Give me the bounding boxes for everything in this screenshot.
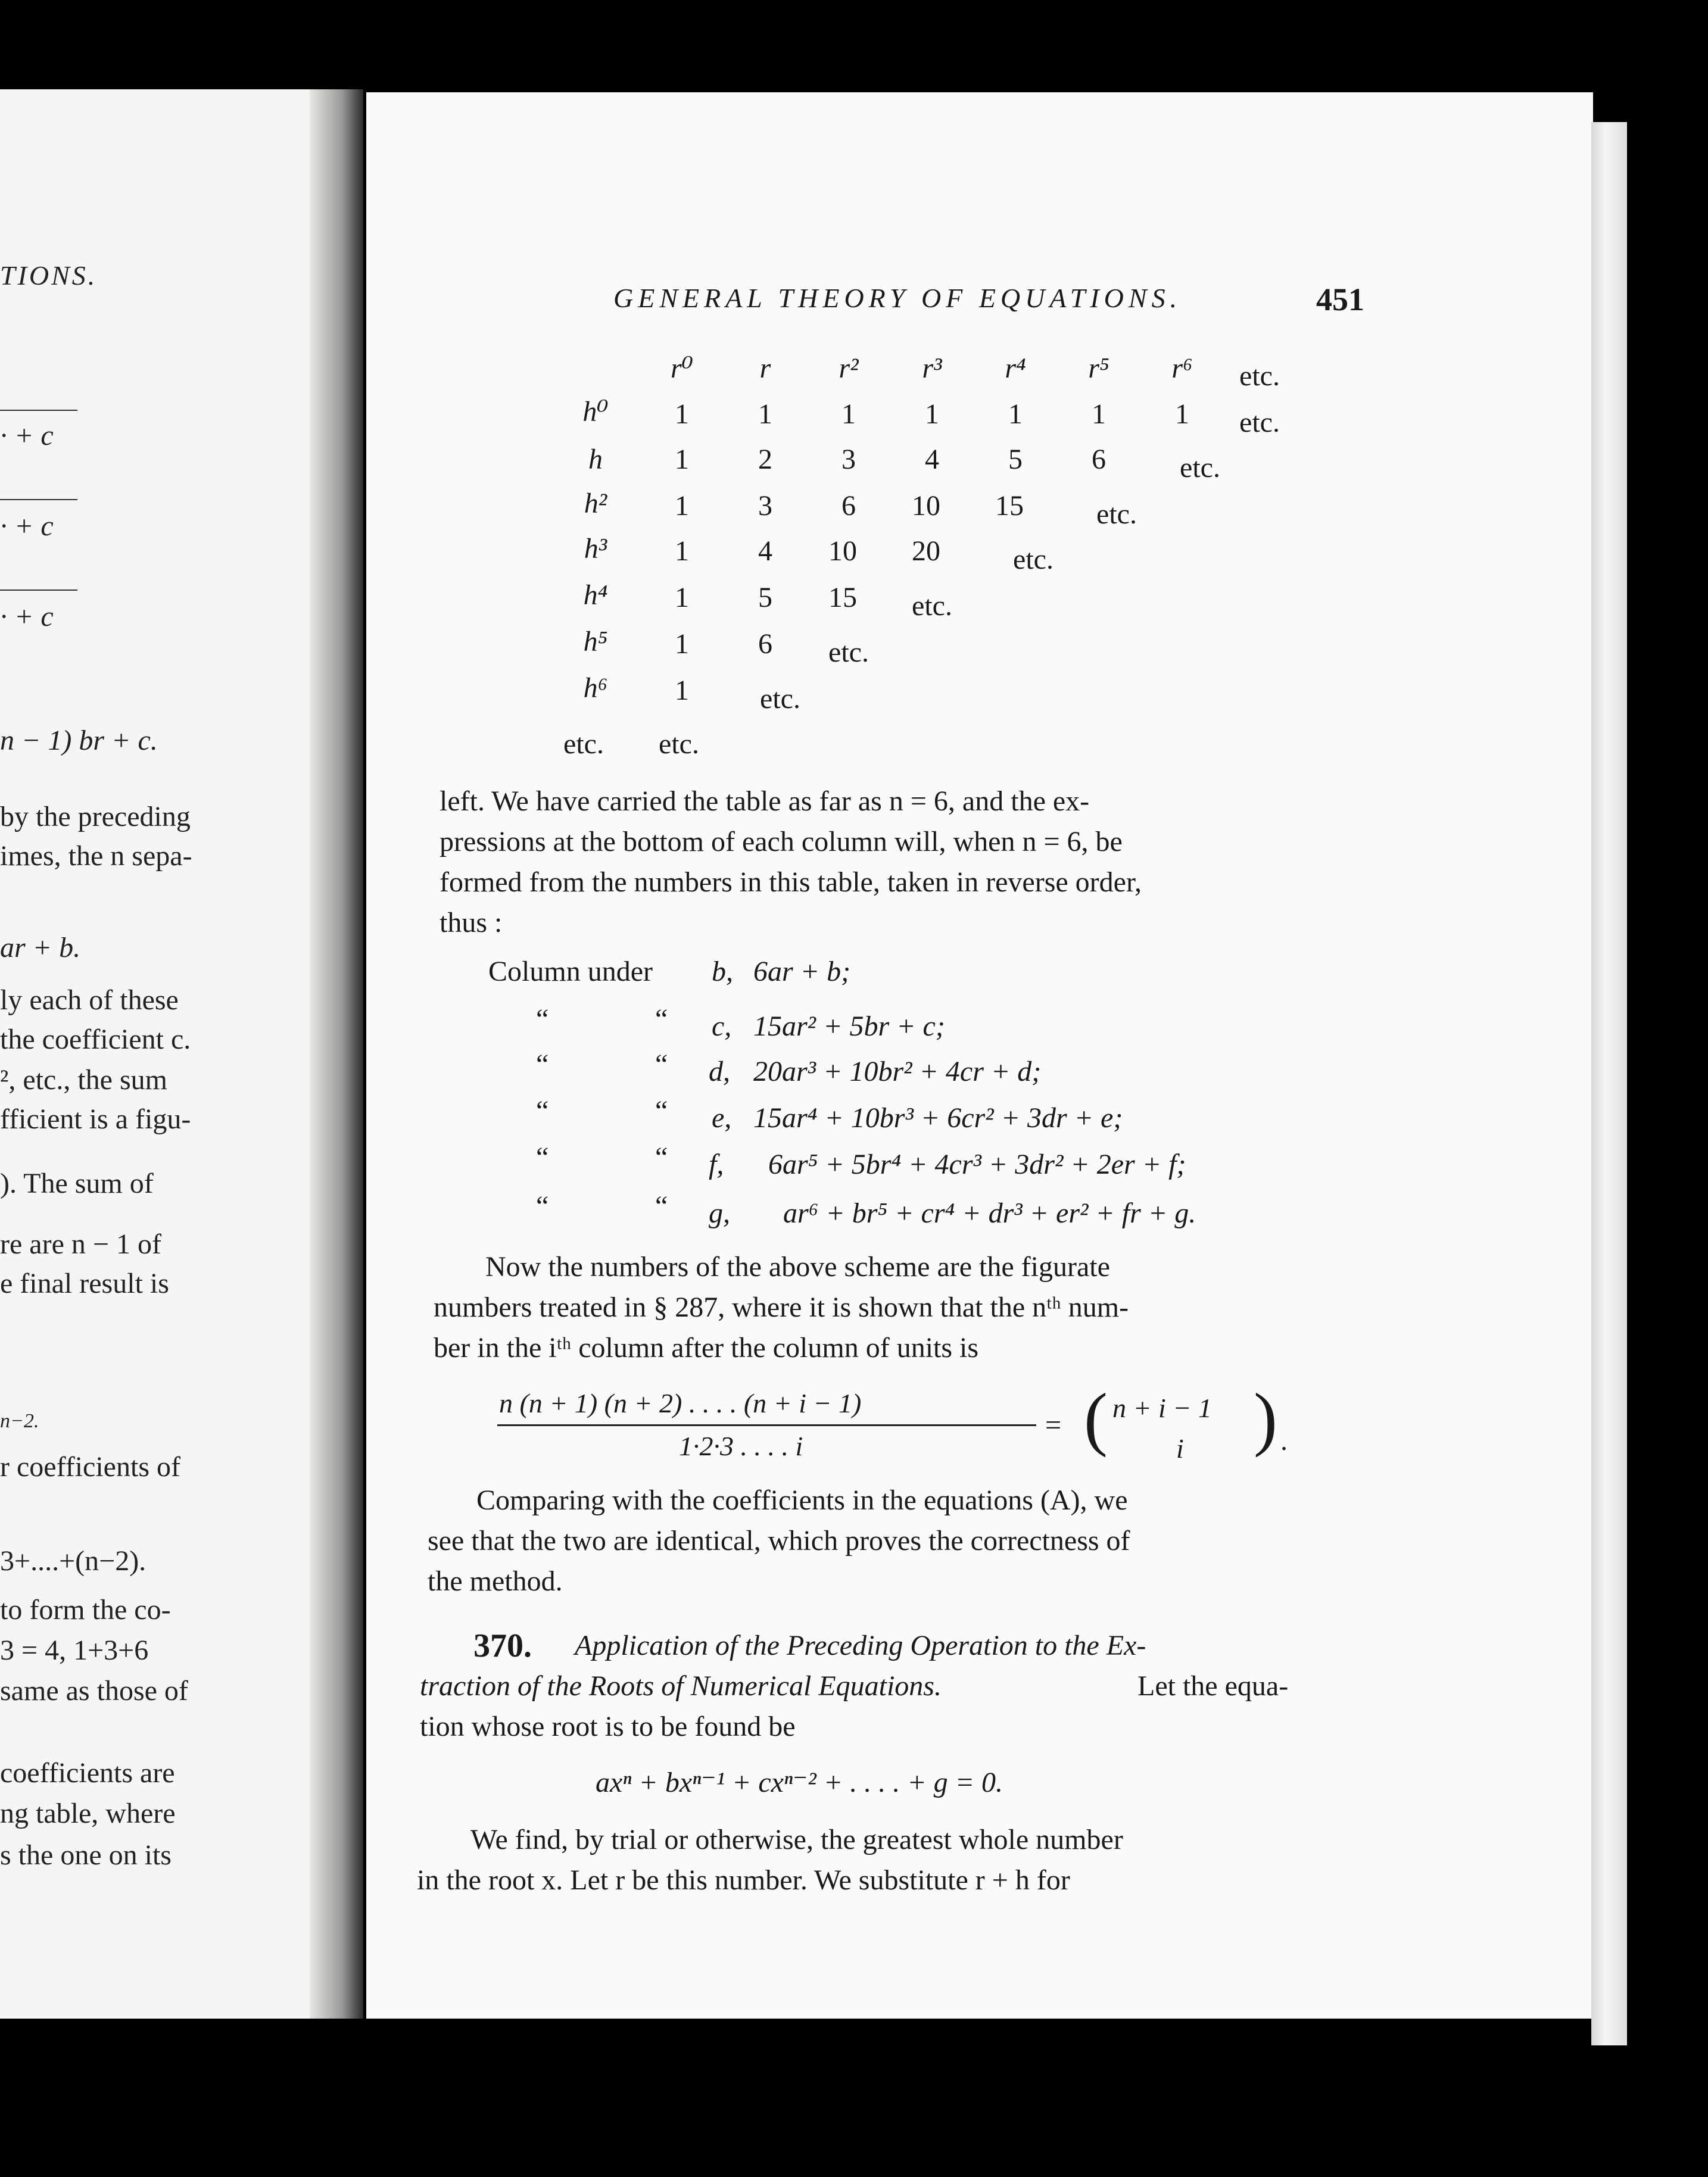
- table-row-label: h: [588, 444, 603, 475]
- numerical-equation: axⁿ + bxⁿ⁻¹ + cxⁿ⁻² + . . . . + g = 0.: [596, 1767, 1003, 1798]
- table-cell: 1: [1175, 398, 1189, 430]
- left-line: n−2.: [0, 1410, 39, 1432]
- table-col-header: r⁶: [1171, 353, 1193, 384]
- paragraph-line: pressions at the bottom of each column will, when n = 6, be: [440, 826, 1123, 857]
- table-col-header: r: [759, 353, 771, 384]
- ditto-mark: “: [655, 1095, 668, 1127]
- fraction-bar: [497, 1424, 1036, 1426]
- left-rule-2: [0, 499, 77, 500]
- table-row-label: h⁴: [583, 579, 608, 611]
- ditto-mark: “: [655, 1003, 668, 1035]
- table-col-header: r³: [922, 353, 942, 384]
- column-expression: ar⁶ + br⁵ + cr⁴ + dr³ + er² + fr + g.: [783, 1197, 1196, 1229]
- table-cell: 10: [912, 490, 940, 522]
- page-edge: [1591, 122, 1627, 2045]
- left-line: e final result is: [0, 1268, 169, 1299]
- table-cell: 1: [925, 398, 939, 430]
- table-cell: etc.: [912, 590, 952, 622]
- left-line: ², etc., the sum: [0, 1064, 167, 1096]
- table-cell: 4: [925, 444, 939, 475]
- column-expression: 15ar² + 5br + c;: [753, 1010, 945, 1042]
- table-cell: 1: [675, 490, 689, 522]
- table-cell: 1: [675, 398, 689, 430]
- left-line: ng table, where: [0, 1798, 176, 1829]
- table-cell: 1: [675, 675, 689, 706]
- left-line: fficient is a figu-: [0, 1103, 191, 1135]
- right-paren: ): [1254, 1378, 1277, 1458]
- section-title-line: traction of the Roots of Numerical Equations.: [420, 1670, 942, 1702]
- column-expression: 6ar⁵ + 5br⁴ + 4cr³ + 3dr² + 2er + f;: [768, 1149, 1186, 1180]
- page-number: 451: [1316, 282, 1364, 317]
- column-letter: g,: [709, 1197, 730, 1229]
- left-line: same as those of: [0, 1675, 188, 1707]
- left-rule-expr-1: · + c: [0, 420, 54, 451]
- equals-sign: =: [1045, 1409, 1062, 1441]
- paragraph-line: formed from the numbers in this table, taken in reverse order,: [440, 866, 1142, 898]
- table-cell: etc.: [1180, 452, 1220, 484]
- left-formula: n − 1) br + c.: [0, 725, 158, 756]
- left-line: re are n − 1 of: [0, 1228, 161, 1260]
- column-expression: 6ar + b;: [753, 956, 851, 987]
- column-lead: Column under: [488, 956, 653, 987]
- paragraph-line: see that the two are identical, which proves the correctness of: [428, 1525, 1130, 1557]
- table-cell: 1: [758, 398, 772, 430]
- table-col-header: r⁵: [1088, 353, 1109, 384]
- table-cell: 20: [912, 535, 940, 567]
- left-rule-expr-3: · + c: [0, 601, 54, 632]
- table-cell: 6: [841, 490, 856, 522]
- table-cell: 5: [758, 582, 772, 613]
- left-line: s the one on its: [0, 1839, 172, 1871]
- table-col-header: r⁴: [1005, 353, 1026, 384]
- left-line: 3 = 4, 1+3+6: [0, 1635, 149, 1666]
- column-letter: f,: [709, 1149, 724, 1180]
- left-line: imes, the n sepa-: [0, 840, 192, 872]
- column-letter: c,: [712, 1010, 732, 1042]
- left-rule-expr-2: · + c: [0, 510, 54, 542]
- ditto-mark: “: [536, 1095, 549, 1127]
- binomial-top: n + i − 1: [1112, 1393, 1212, 1423]
- table-col-header: r⁰: [671, 353, 693, 384]
- table-cell: 15: [828, 582, 857, 613]
- paragraph-line: Comparing with the coefficients in the equations (A), we: [476, 1484, 1128, 1516]
- page-gutter-shadow: [310, 89, 363, 2019]
- paragraph-line: thus :: [440, 907, 503, 938]
- column-letter: b,: [712, 956, 733, 987]
- table-col-header: etc.: [1239, 360, 1280, 392]
- table-col-header: r²: [839, 353, 859, 384]
- left-line: coefficients are: [0, 1757, 175, 1789]
- table-cell: 1: [841, 398, 856, 430]
- table-cell: 6: [1092, 444, 1106, 475]
- ditto-mark: “: [655, 1141, 668, 1173]
- table-cell: etc.: [659, 728, 699, 760]
- table-cell: 1: [675, 628, 689, 660]
- table-row-label: etc.: [563, 728, 604, 760]
- section-title-line: Application of the Preceding Operation to the Ex-: [575, 1630, 1146, 1661]
- formula-denominator: 1·2·3 . . . . i: [679, 1431, 803, 1461]
- table-cell: 3: [841, 444, 856, 475]
- column-expression: 20ar³ + 10br² + 4cr + d;: [753, 1056, 1042, 1087]
- paragraph-line: tion whose root is to be found be: [420, 1711, 796, 1742]
- ditto-mark: “: [655, 1049, 668, 1080]
- left-line: the coefficient c.: [0, 1024, 191, 1055]
- paragraph-line: Now the numbers of the above scheme are the figurate: [485, 1251, 1110, 1283]
- left-page-header: TIONS.: [0, 260, 98, 291]
- left-line: ar + b.: [0, 932, 81, 963]
- paragraph-line: We find, by trial or otherwise, the greatest whole number: [470, 1824, 1123, 1855]
- table-cell: 5: [1008, 444, 1023, 475]
- table-row-label: h⁰: [582, 396, 609, 428]
- binomial-bottom: i: [1176, 1433, 1184, 1464]
- left-rule-3: [0, 590, 77, 591]
- paragraph-line: left. We have carried the table as far as n = 6, and the ex-: [440, 785, 1090, 817]
- ditto-mark: “: [536, 1049, 549, 1080]
- paragraph-line: numbers treated in § 287, where it is shown that the nᵗʰ num-: [434, 1292, 1129, 1323]
- table-cell: 3: [758, 490, 772, 522]
- table-row-label: h⁵: [583, 626, 608, 657]
- paragraph-line: Let the equa-: [1137, 1670, 1289, 1702]
- ditto-mark: “: [655, 1190, 668, 1222]
- left-line: to form the co-: [0, 1594, 171, 1626]
- table-cell: 4: [758, 535, 772, 567]
- table-cell: etc.: [828, 637, 869, 668]
- table-cell: etc.: [1096, 498, 1137, 530]
- column-letter: e,: [712, 1102, 732, 1134]
- table-cell: 1: [675, 582, 689, 613]
- table-cell: 1: [675, 535, 689, 567]
- table-cell: 10: [828, 535, 857, 567]
- column-expression: 15ar⁴ + 10br³ + 6cr² + 3dr + e;: [753, 1102, 1123, 1134]
- table-cell: 6: [758, 628, 772, 660]
- table-row-label: h³: [584, 533, 607, 564]
- left-line: ). The sum of: [0, 1168, 154, 1199]
- formula-period: .: [1280, 1425, 1288, 1456]
- table-cell: etc.: [1013, 544, 1054, 575]
- column-letter: d,: [709, 1056, 730, 1087]
- ditto-mark: “: [536, 1003, 549, 1035]
- left-line: ly each of these: [0, 984, 179, 1016]
- table-cell: etc.: [1239, 407, 1280, 438]
- left-line: by the preceding: [0, 801, 191, 832]
- left-line: r coefficients of: [0, 1451, 180, 1483]
- left-rule-1: [0, 410, 77, 411]
- table-row-label: h⁶: [583, 672, 608, 704]
- table-cell: 2: [758, 444, 772, 475]
- paragraph-line: in the root x. Let r be this number. We substitute r + h for: [417, 1864, 1070, 1896]
- table-cell: 1: [1008, 398, 1023, 430]
- section-number: 370.: [473, 1627, 532, 1664]
- table-cell: 1: [1092, 398, 1106, 430]
- table-cell: 1: [675, 444, 689, 475]
- left-paren: (: [1084, 1378, 1108, 1458]
- running-header: GENERAL THEORY OF EQUATIONS.: [613, 283, 1182, 313]
- table-cell: etc.: [760, 683, 800, 715]
- table-cell: 15: [995, 490, 1024, 522]
- ditto-mark: “: [536, 1190, 549, 1222]
- ditto-mark: “: [536, 1141, 549, 1173]
- paragraph-line: the method.: [428, 1565, 563, 1597]
- formula-numerator: n (n + 1) (n + 2) . . . . (n + i − 1): [499, 1388, 862, 1418]
- left-line: 3+....+(n−2).: [0, 1545, 147, 1577]
- paragraph-line: ber in the iᵗʰ column after the column of units is: [434, 1332, 979, 1364]
- table-row-label: h²: [584, 488, 607, 519]
